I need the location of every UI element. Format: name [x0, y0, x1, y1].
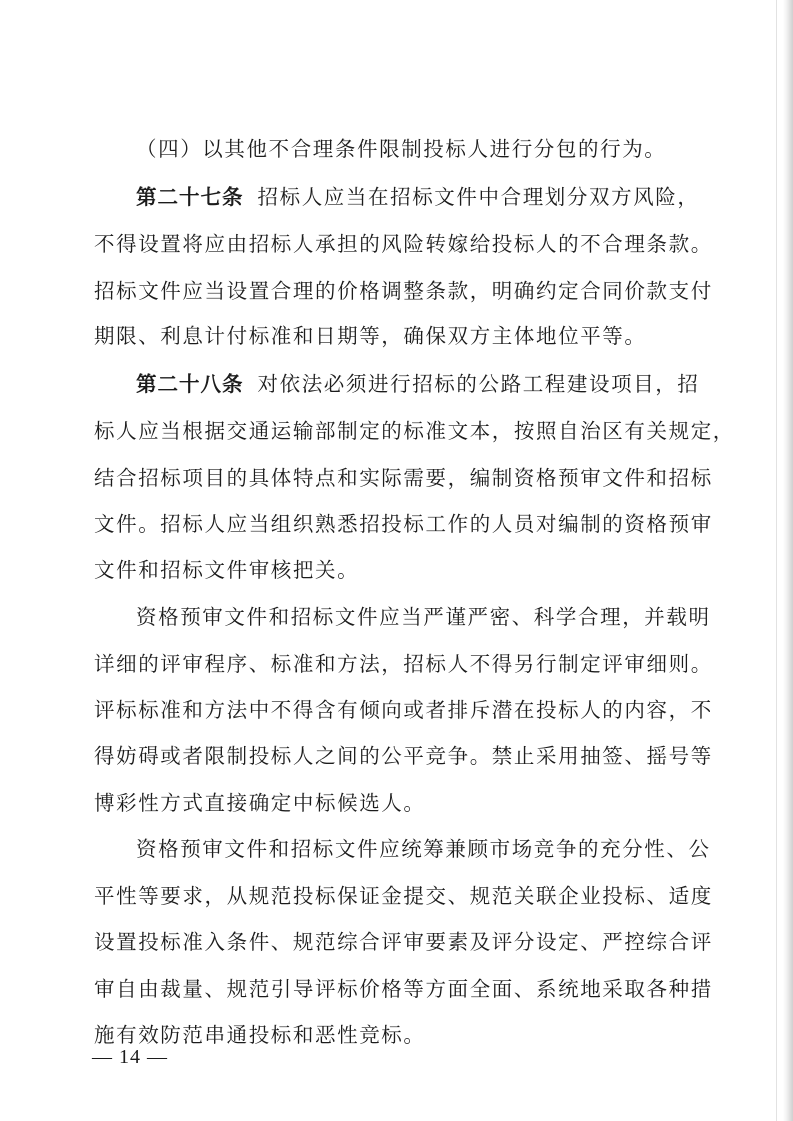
text-line: 审自由裁量、规范引导评标价格等方面全面、系统地采取各种措 [94, 977, 713, 1001]
article-27-heading-line: 第二十七条 招标人应当在招标文件中合理划分双方风险， [136, 185, 700, 209]
text-line: 博彩性方式直接确定中标候选人。 [94, 791, 426, 815]
article-28-heading-line: 第二十八条 对依法必须进行招标的公路工程建设项目，招 [136, 372, 700, 396]
text-line: 期限、利息计付标准和日期等，确保双方主体地位平等。 [94, 324, 647, 348]
paragraph-first-line: 资格预审文件和招标文件应当严谨严密、科学合理，并载明 [136, 605, 711, 629]
text-line: 评标标准和方法中不得含有倾向或者排斥潜在投标人的内容，不 [94, 698, 713, 722]
text-line: 不得设置将应由招标人承担的风险转嫁给投标人的不合理条款。 [94, 232, 713, 256]
text-line: 招标文件应当设置合理的价格调整条款，明确约定合同价款支付 [94, 279, 713, 303]
text-line: 平性等要求，从规范投标保证金提交、规范关联企业投标、适度 [94, 884, 713, 908]
page-number: — 14 — [92, 1046, 168, 1068]
paragraph-first-line: 资格预审文件和招标文件应统筹兼顾市场竞争的充分性、公 [136, 837, 711, 861]
page-edge-line [776, 0, 777, 1121]
text-line: 结合招标项目的具体特点和实际需要，编制资格预审文件和招标 [94, 466, 713, 490]
text-line: 文件和招标文件审核把关。 [94, 558, 360, 582]
text-line: 标人应当根据交通运输部制定的标准文本，按照自治区有关规定， [94, 419, 735, 443]
text-line: （四）以其他不合理条件限制投标人进行分包的行为。 [136, 137, 667, 161]
article-number: 第二十七条 [136, 185, 244, 209]
article-number: 第二十八条 [136, 372, 244, 396]
text-line: 文件。招标人应当组织熟悉招投标工作的人员对编制的资格预审 [94, 512, 713, 536]
text-line: 设置投标准入条件、规范综合评审要素及评分设定、严控综合评 [94, 930, 713, 954]
page-edge-shadow [783, 0, 793, 1121]
text-line: 详细的评审程序、标准和方法，招标人不得另行制定评审细则。 [94, 652, 713, 676]
text-line: 施有效防范串通投标和恶性竞标。 [94, 1023, 426, 1047]
text-line: 得妨碍或者限制投标人之间的公平竞争。禁止采用抽签、摇号等 [94, 744, 713, 768]
